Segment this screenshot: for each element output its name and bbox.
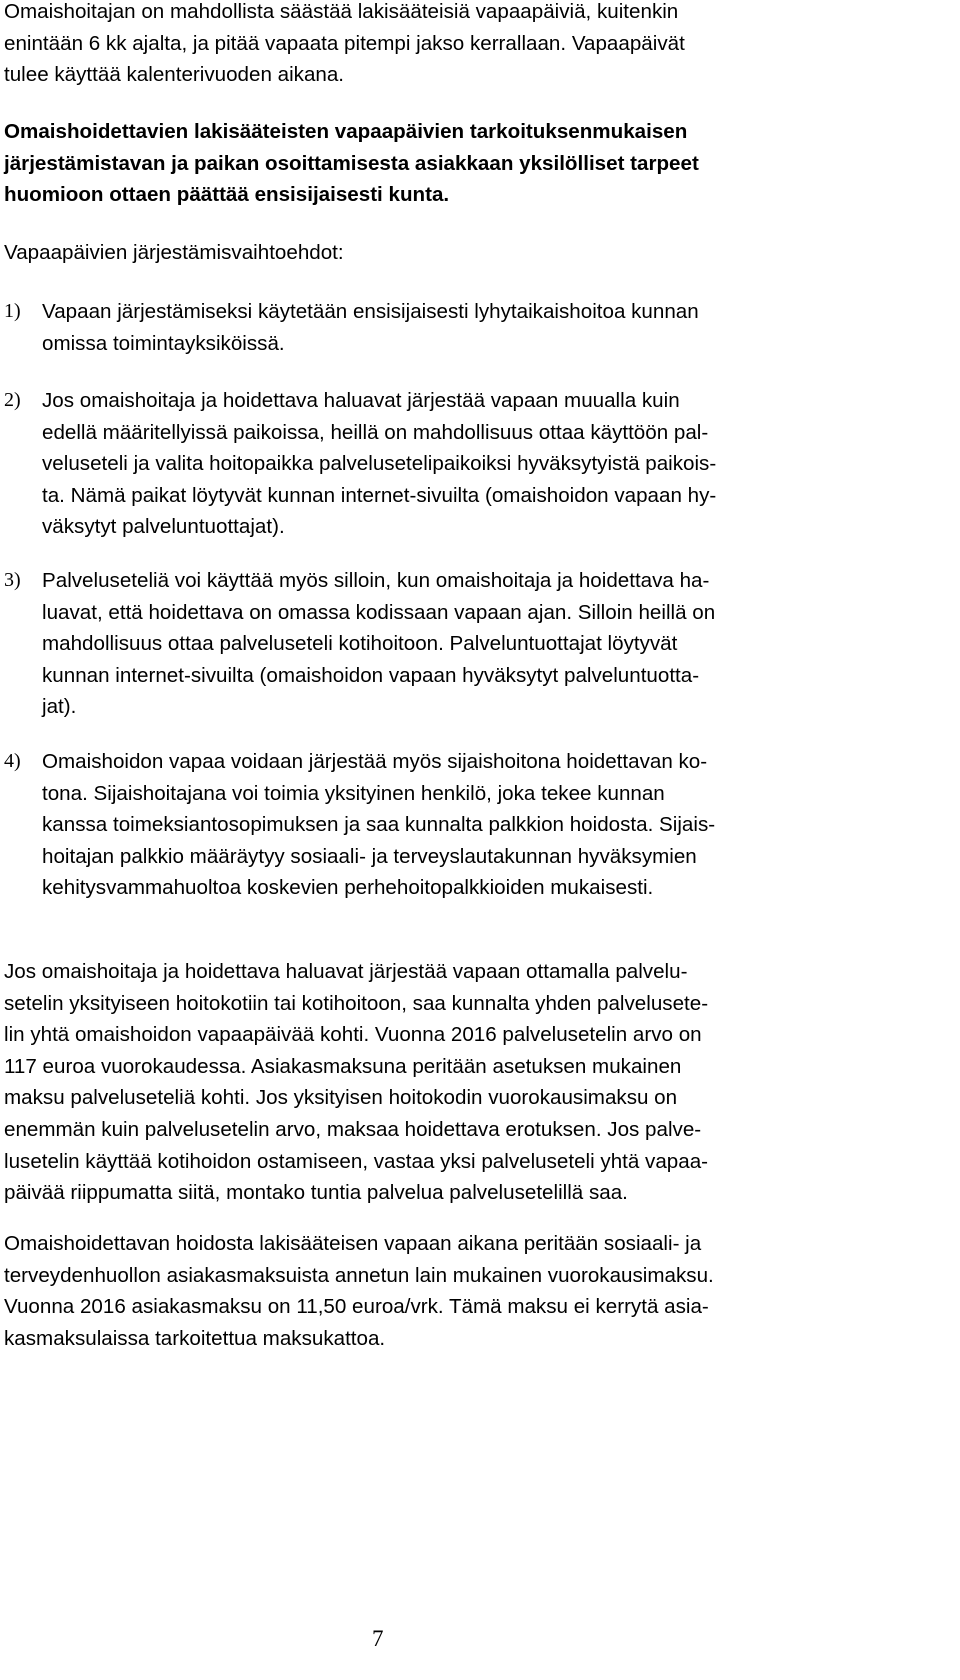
text-line: Jos omaishoitaja ja hoidettava haluavat järjestää vapaan muualla kuin <box>42 389 680 412</box>
text-line: Omaishoitajan on mahdollista säästää lakisääteisiä vapaapäiviä, kuitenkin <box>4 0 679 23</box>
text-line: kehitysvammahuoltoa koskevien perhehoitopalkkioiden mukaisesti. <box>42 876 654 900</box>
text-line: kanssa toimeksiantosopimuksen ja saa kunnalta palkkion hoidosta. Sijais- <box>42 813 716 837</box>
text-line: väksytyt palveluntuottajat). <box>42 515 285 539</box>
text-line: Vapaan järjestämiseksi käytetään ensisijaisesti lyhytaikaishoitoa kunnan <box>42 300 699 323</box>
text-line: lin yhtä omaishoidon vapaapäivää kohti. Vuonna 2016 palvelusetelin arvo on <box>4 1023 702 1047</box>
text-line: huomioon ottaen päättää ensisijaisesti kunta. <box>4 183 450 207</box>
paragraph-options-heading <box>4 237 344 269</box>
text-line: setelin yksityiseen hoitokotiin tai kotihoitoon, saa kunnalta yhden palvelusete- <box>4 991 709 1015</box>
text-line: maksu palveluseteliä kohti. Jos yksityisen hoitokodin vuorokausimaksu on <box>4 1086 678 1110</box>
list-item-number: 3) <box>4 569 21 591</box>
text-line: tulee käyttää kalenterivuoden aikana. <box>4 63 345 87</box>
text-line: enintään 6 kk ajalta, ja pitää vapaata pitempi jakso kerrallaan. Vapaapäivät <box>4 31 685 55</box>
text-line: ta. Nämä paikat löytyvät kunnan internet-sivuilta (omaishoidon vapaan hy- <box>42 483 717 507</box>
paragraph-service-voucher <box>4 956 708 1209</box>
list-item-number: 4) <box>4 750 21 772</box>
text-line: edellä määritellyissä paikoissa, heillä on mahdollisuus ottaa käyttöön pal- <box>42 420 709 444</box>
text-line: omissa toimintayksiköissä. <box>42 331 285 355</box>
text-line: 117 euroa vuorokaudessa. Asiakasmaksuna peritään asetuksen mukainen <box>4 1054 682 1078</box>
text-line: Palveluseteliä voi käyttää myös silloin, kun omaishoitaja ja hoidettava ha- <box>42 569 710 592</box>
list-item-text <box>42 296 699 359</box>
text-line: kasmaksulaissa tarkoitettua maksukattoa. <box>4 1326 386 1350</box>
text-line: Omaishoidettavien lakisääteisten vapaapäivien tarkoituksenmukaisen <box>4 120 688 143</box>
text-line: hoitajan palkkio määräytyy sosiaali- ja terveyslautakunnan hyväksymien <box>42 844 697 868</box>
list-item-number: 2) <box>4 389 21 411</box>
text-line: terveydenhuollon asiakasmaksuista annetun lain mukainen vuorokausimaksu. <box>4 1263 714 1287</box>
paragraph-savings-rule <box>4 0 685 91</box>
text-line: Omaishoidettavan hoidosta lakisääteisen vapaan aikana peritään sosiaali- ja <box>4 1232 702 1255</box>
list-item-text <box>42 385 716 543</box>
text-line: Vuonna 2016 asiakasmaksu on 11,50 euroa/vrk. Tämä maksu ei kerrytä asia- <box>4 1295 709 1319</box>
text-line: lusetelin käyttää kotihoidon ostamiseen, vastaa yksi palveluseteli yhtä vapaa- <box>4 1149 709 1173</box>
list-item-text <box>42 565 715 723</box>
text-line: Jos omaishoitaja ja hoidettava haluavat järjestää vapaan ottamalla palvelu- <box>4 960 688 983</box>
text-line: Vapaapäivien järjestämisvaihtoehdot: <box>4 241 344 264</box>
list-item-number: 1) <box>4 300 21 322</box>
text-line: päivää riippumatta siitä, montako tuntia palvelua palvelusetelillä saa. <box>4 1181 628 1205</box>
paragraph-municipality-decision <box>4 116 699 211</box>
text-line: jat). <box>42 695 77 719</box>
text-line: luavat, että hoidettava on omassa kodissaan vapaan ajan. Silloin heillä on <box>42 600 716 624</box>
list-item-text <box>42 746 715 904</box>
text-line: tona. Sijaishoitajana voi toimia yksityinen henkilö, joka tekee kunnan <box>42 781 665 805</box>
text-line: Omaishoidon vapaa voidaan järjestää myös sijaishoitona hoidettavan ko- <box>42 750 708 773</box>
page-number: 7 <box>372 1626 384 1651</box>
text-line: mahdollisuus ottaa palveluseteli kotihoitoon. Palveluntuottajat löytyvät <box>42 632 678 656</box>
text-line: veluseteli ja valita hoitopaikka palvelusetelipaikoiksi hyväksytyistä paikois- <box>42 452 717 476</box>
text-line: järjestämistavan ja paikan osoittamisesta asiakkaan yksilölliset tarpeet <box>4 151 699 175</box>
text-line: enemmän kuin palvelusetelin arvo, maksaa hoidettava erotuksen. Jos palve- <box>4 1117 702 1141</box>
text-line: kunnan internet-sivuilta (omaishoidon vapaan hyväksytyt palveluntuotta- <box>42 663 700 687</box>
paragraph-client-fee <box>4 1228 714 1354</box>
